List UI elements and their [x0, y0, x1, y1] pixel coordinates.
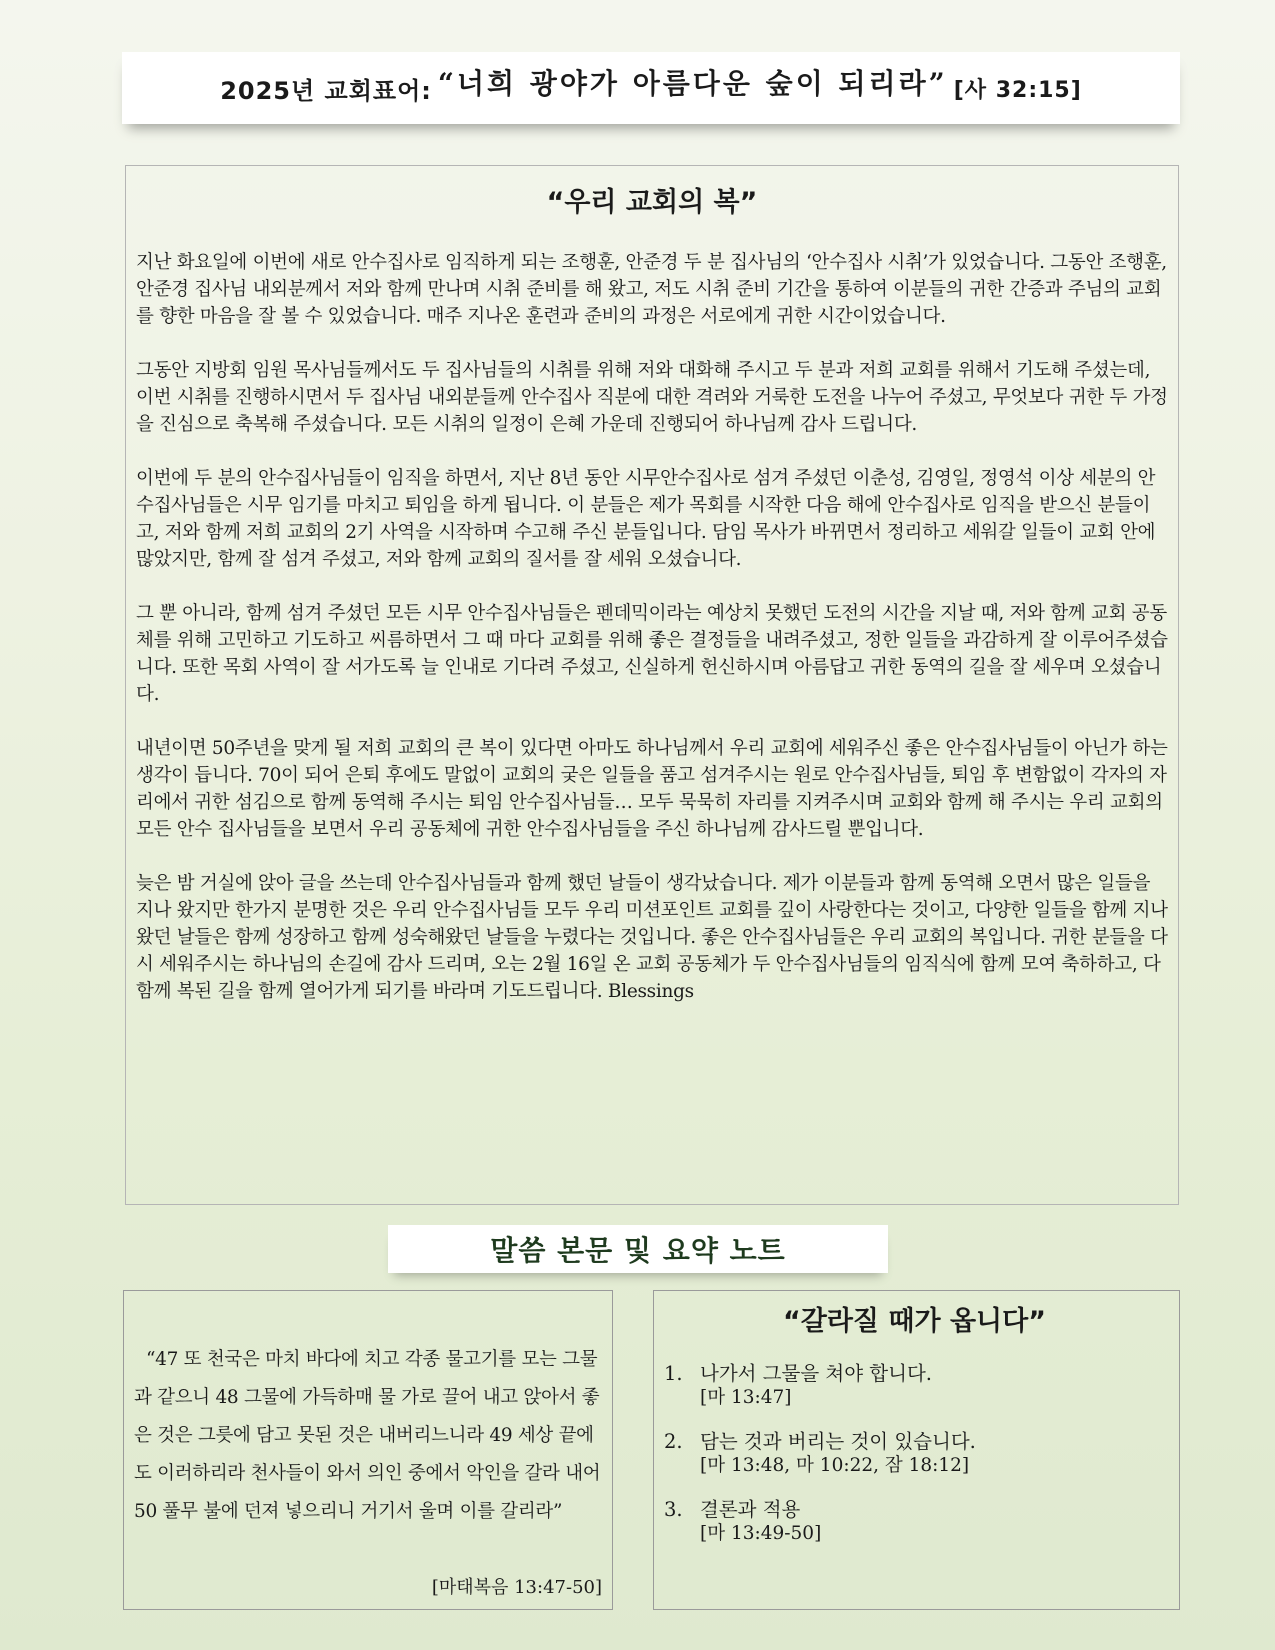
outline-text: 담는 것과 버리는 것이 있습니다.	[700, 1430, 976, 1453]
scripture-reference: [마태복음 13:47-50]	[431, 1577, 602, 1598]
outline-reference: [마 13:49-50]	[700, 1523, 822, 1544]
outline-reference: [마 13:48, 마 10:22, 잠 18:12]	[700, 1455, 970, 1476]
pastor-letter-title: “우리 교회의 복”	[546, 187, 758, 218]
letter-paragraph: 이번에 두 분의 안수집사님들이 임직을 하면서, 지난 8년 동안 시무안수집사로 섬겨 주셨던 이춘성, 김영일, 정영석 이상 세분의 안수집사님들은 시무 임기를 마치고 퇴임을 하게 됩니다. 이 분들은 제가 목회를 시작한 다음 해에 안수집사로 임직을 받으신 분들이고, 저와 함께 저희 교회의 2기 사역을 시작하며 수고해 주신 분들입니다. 담임 목사가 바뀌면서 정리하고 세워갈 일들이 교회 안에 많았지만, 함께 잘 섬겨 주셨고, 저와 함께 교회의 질서를 잘 세워 오셨습니다.	[136, 468, 1156, 570]
church-motto-banner	[122, 52, 1180, 124]
motto-lead: 2025년 교회표어:	[220, 76, 432, 105]
letter-paragraph: 그 뿐 아니라, 함께 섬겨 주셨던 모든 시무 안수집사님들은 펜데믹이라는 예상치 못했던 도전의 시간을 지날 때, 저와 함께 교회 공동체를 위해 고민하고 기도하고 씨름하면서 그 때 마다 교회를 위해 좋은 결정들을 내려주셨고, 정한 일들을 과감하게 잘 이루어주셨습니다. 또한 목회 사역이 잘 서가도록 늘 인내로 기다려 주셨고, 신실하게 헌신하시며 아름답고 귀한 동역의 길을 잘 세우며 오셨습니다.	[136, 603, 1168, 705]
pastor-letter-box	[125, 165, 1179, 1205]
sermon-title: “갈라질 때가 옵니다”	[783, 1306, 1046, 1337]
outline-point	[664, 1498, 1165, 1546]
outline-reference: [마 13:47]	[700, 1387, 792, 1408]
scripture-text: “47 또 천국은 마치 바다에 치고 각종 물고기를 모는 그물과 같으니 48 그물에 가득하매 물 가로 끌어 내고 앉아서 좋은 것은 그릇에 담고 못된 것은 내버리느니라 49 세상 끝에도 이러하리라 천사들이 와서 의인 중에서 악인을 갈라 내어 50 풀무 불에 던져 넣으리니 거기서 울며 이를 갈리라”	[134, 1349, 601, 1522]
outline-text: 나가서 그물을 쳐야 합니다.	[700, 1362, 933, 1385]
letter-paragraph: 내년이면 50주년을 맞게 될 저희 교회의 큰 복이 있다면 아마도 하나님께서 우리 교회에 세워주신 좋은 안수집사님들이 아닌가 하는 생각이 듭니다. 70이 되어 은퇴 후에도 말없이 교회의 궂은 일들을 품고 섬겨주시는 원로 안수집사님들, 퇴임 후 변함없이 각자의 자리에서 귀한 섬김으로 함께 동역해 주시는 퇴임 안수집사님들… 모두 묵묵히 자리를 지켜주시며 교회와 함께 해 주시는 우리 교회의 모든 안수 집사님들을 보면서 우리 공동체에 귀한 안수집사님들을 주신 하나님께 감사드릴 뿐입니다.	[136, 738, 1168, 840]
outline-number: 1.	[664, 1362, 683, 1385]
outline-number: 2.	[664, 1430, 683, 1453]
sermon-notes-heading: 말씀 본문 및 요약 노트	[388, 1225, 888, 1273]
letter-paragraph: 늦은 밤 거실에 앉아 글을 쓰는데 안수집사님들과 함께 했던 날들이 생각났습니다. 제가 이분들과 함께 동역해 오면서 많은 일들을 지나 왔지만 한가지 분명한 것은 우리 안수집사님들 모두 우리 미션포인트 교회를 깊이 사랑한다는 것이고, 다양한 일들을 함께 지나 왔던 날들은 함께 성장하고 함께 성숙해왔던 날들을 누렸다는 것입니다. 좋은 안수집사님들은 우리 교회의 복입니다. 귀한 분들을 다시 세워주시는 하나님의 손길에 감사 드리며, 오는 2월 16일 온 교회 공동체가 두 안수집사님들의 임직식에 함께 모여 축하하고, 다함께 복된 길을 함께 열어가게 되기를 바라며 기도드립니다. Blessings	[136, 873, 1168, 1002]
scripture-box	[123, 1290, 613, 1610]
outline-number: 3.	[664, 1498, 683, 1521]
outline-text: 결론과 적용	[700, 1498, 801, 1521]
motto-text: “너희 광야가 아름다운 숲이 되리라”	[437, 67, 948, 100]
letter-paragraph: 지난 화요일에 이번에 새로 안수집사로 임직하게 되는 조행훈, 안준경 두 분 집사님의 ‘안수집사 시취’가 있었습니다. 그동안 조행훈, 안준경 집사님 내외분께서 저와 함께 만나며 시취 준비를 해 왔고, 저도 시취 준비 기간을 통하여 이분들의 귀한 간증과 주님의 교회를 향한 마음을 잘 볼 수 있었습니다. 매주 지나온 훈련과 준비의 과정은 서로에게 귀한 시간이었습니다.	[136, 252, 1167, 327]
sermon-outline-box	[653, 1290, 1180, 1610]
outline-point	[664, 1362, 1165, 1410]
motto-reference: [사 32:15]	[953, 77, 1082, 103]
letter-paragraph: 그동안 지방회 임원 목사님들께서도 두 집사님들의 시취를 위해 저와 대화해 주시고 두 분과 저희 교회를 위해서 기도해 주셨는데, 이번 시취를 진행하시면서 두 집사님 내외분들께 안수집사 직분에 대한 격려와 거룩한 도전을 나누어 주셨고, 무엇보다 귀한 두 가정을 진심으로 축복해 주셨습니다. 모든 시취의 일정이 은혜 가운데 진행되어 하나님께 감사 드립니다.	[136, 360, 1168, 435]
outline-point	[664, 1430, 1165, 1478]
